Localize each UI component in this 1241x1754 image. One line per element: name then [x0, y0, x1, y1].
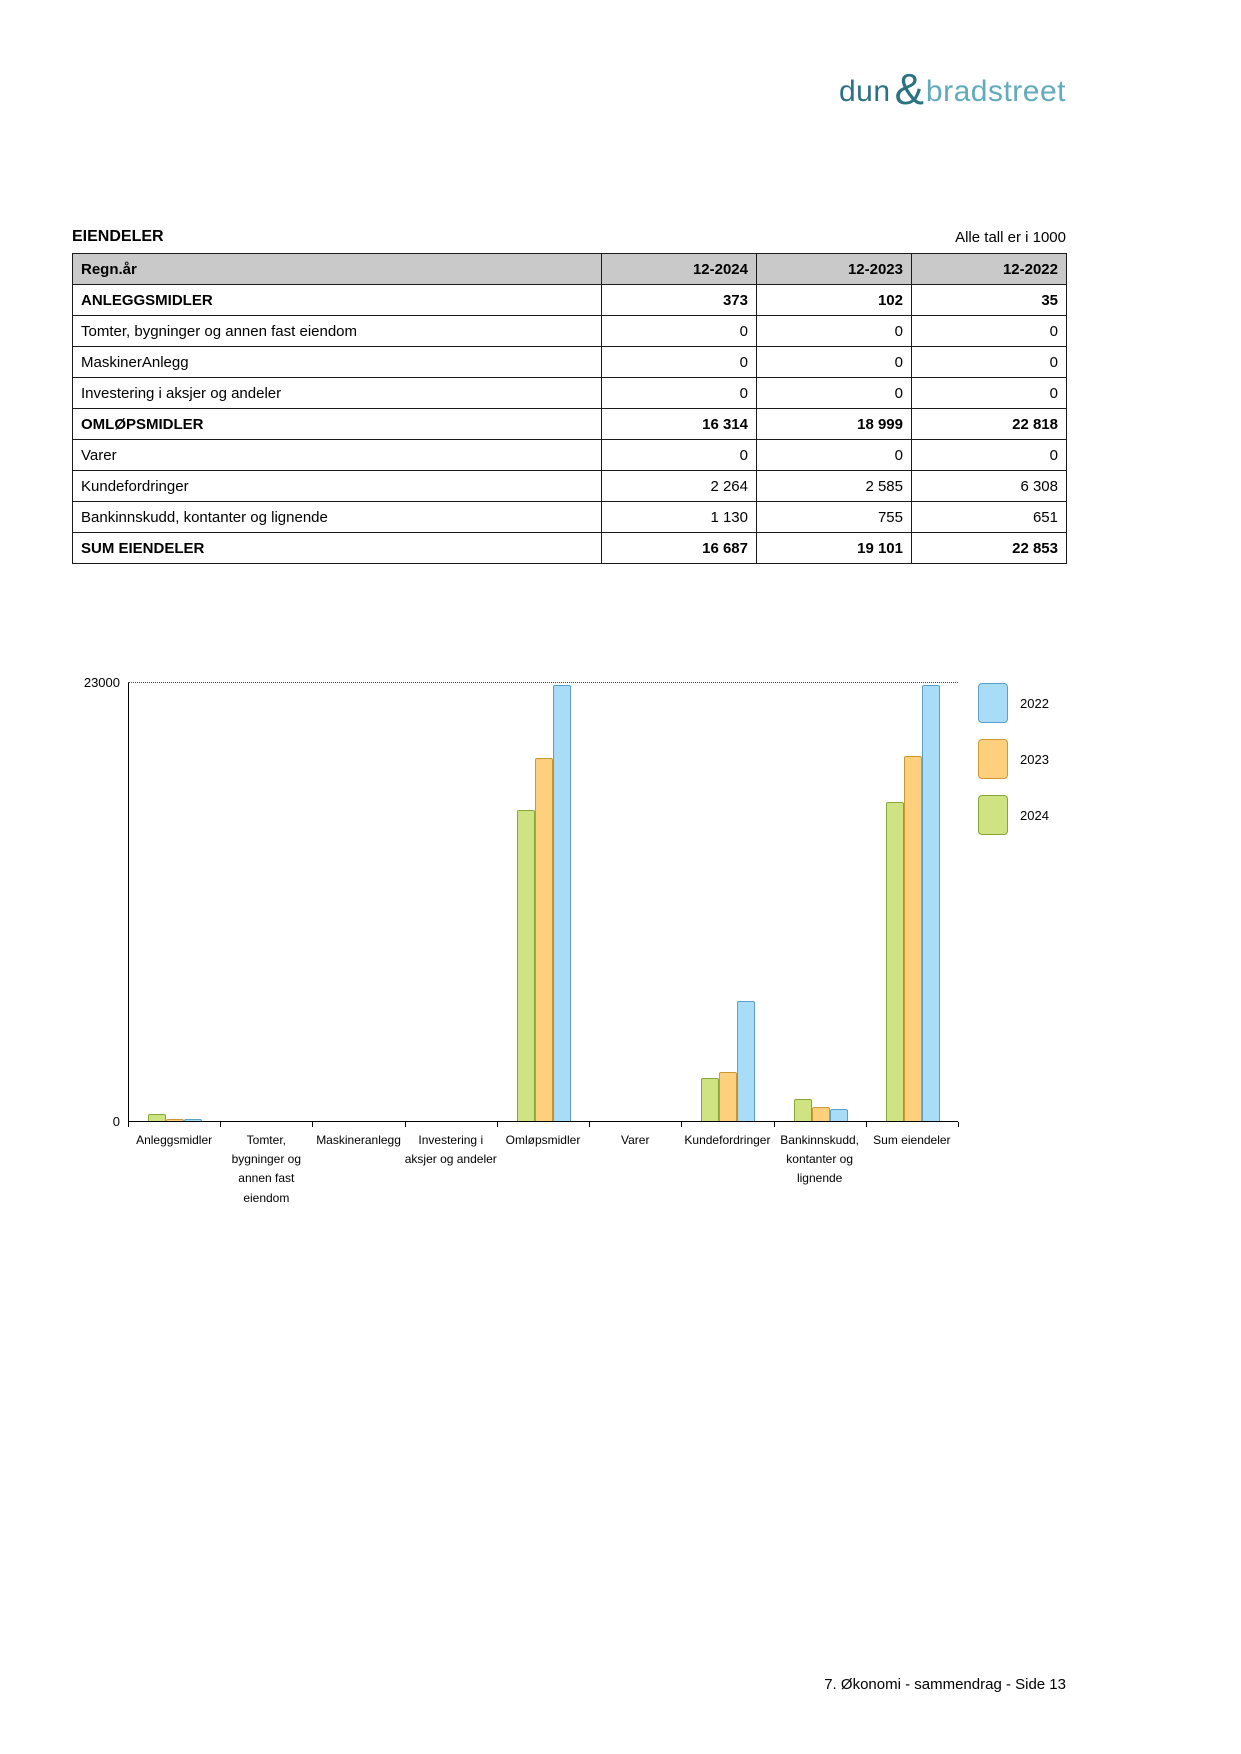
table-row	[73, 471, 1067, 502]
bar-group	[867, 683, 959, 1121]
row-value: 0	[757, 440, 912, 471]
y-axis-label-zero: 0	[112, 1114, 120, 1129]
category-label: Kundefordringer	[684, 1133, 771, 1147]
bar-group	[221, 683, 313, 1121]
bar-2023	[904, 756, 922, 1121]
logo-ampersand-icon: &	[894, 65, 924, 114]
bar-2024	[148, 1114, 166, 1121]
legend-swatch-2024	[978, 795, 1008, 835]
row-value: 16 314	[602, 409, 757, 440]
row-value: 102	[757, 285, 912, 316]
assets-table-body	[73, 285, 1067, 564]
category-label: Investering i aksjer og andeler	[404, 1133, 497, 1167]
legend-label-2022: 2022	[1020, 695, 1049, 711]
row-label: OMLØPSMIDLER	[73, 409, 602, 440]
logo-word-dun: dun	[839, 75, 891, 108]
x-axis-tick	[405, 1122, 406, 1127]
page-footer: 7. Økonomi - sammendrag - Side 13	[824, 1676, 1066, 1693]
units-note: Alle tall er i 1000	[955, 229, 1066, 246]
category-label: Bankinnskudd, kontanter og lignende	[780, 1133, 860, 1186]
bar-group	[682, 683, 774, 1121]
bar-group	[498, 683, 590, 1121]
category-label: Maskineranlegg	[316, 1133, 401, 1147]
category-label: Sum eiendeler	[873, 1133, 951, 1147]
row-value: 2 585	[757, 471, 912, 502]
legend-swatch-2023	[978, 739, 1008, 779]
chart-plot	[128, 683, 958, 1122]
row-value: 2 264	[602, 471, 757, 502]
x-axis-tick	[866, 1122, 867, 1127]
row-value: 0	[912, 316, 1067, 347]
x-axis-tick	[497, 1122, 498, 1127]
x-axis-tick	[681, 1122, 682, 1127]
bar-group	[406, 683, 498, 1121]
legend-swatch-2022	[978, 683, 1008, 723]
row-value: 22 853	[912, 533, 1067, 564]
table-row	[73, 440, 1067, 471]
table-row	[73, 316, 1067, 347]
bar-2023	[535, 758, 553, 1121]
bar-group	[590, 683, 682, 1121]
row-value: 18 999	[757, 409, 912, 440]
bar-group	[775, 683, 867, 1121]
legend-item-2024	[978, 795, 1049, 835]
logo-word-bradstreet: bradstreet	[925, 75, 1066, 108]
x-axis-tick	[220, 1122, 221, 1127]
bar-2022	[737, 1001, 755, 1121]
row-label: SUM EIENDELER	[73, 533, 602, 564]
row-label: MaskinerAnlegg	[73, 347, 602, 378]
bar-group	[129, 683, 221, 1121]
x-axis-tick	[128, 1122, 129, 1127]
y-axis-label-max: 23000	[83, 675, 120, 690]
bar-group	[313, 683, 405, 1121]
x-axis-tick	[312, 1122, 313, 1127]
x-axis-tick	[958, 1122, 959, 1127]
row-value: 0	[912, 440, 1067, 471]
bar-2023	[812, 1107, 830, 1121]
section-title: EIENDELER	[72, 228, 164, 245]
row-value: 0	[757, 378, 912, 409]
bar-2023	[166, 1119, 184, 1121]
row-label: Kundefordringer	[73, 471, 602, 502]
legend-label-2024: 2024	[1020, 807, 1049, 823]
legend-item-2022	[978, 683, 1049, 723]
row-label: Investering i aksjer og andeler	[73, 378, 602, 409]
table-row	[73, 347, 1067, 378]
x-axis-tick	[589, 1122, 590, 1127]
row-label: ANLEGGSMIDLER	[73, 285, 602, 316]
assets-table	[72, 253, 1067, 564]
table-row	[73, 533, 1067, 564]
category-label: Omløpsmidler	[505, 1133, 581, 1147]
row-value: 0	[757, 347, 912, 378]
column-header-2022: 12-2022	[912, 254, 1067, 285]
section-header	[72, 228, 1066, 246]
bar-2024	[517, 810, 535, 1121]
bar-2022	[922, 685, 940, 1121]
bar-2022	[553, 685, 571, 1121]
category-label: Varer	[620, 1133, 650, 1147]
table-row	[73, 409, 1067, 440]
row-label: Bankinnskudd, kontanter og lignende	[73, 502, 602, 533]
row-value: 16 687	[602, 533, 757, 564]
row-value: 755	[757, 502, 912, 533]
category-label: Tomter, bygninger og annen fast eiendom	[231, 1133, 302, 1205]
row-value: 22 818	[912, 409, 1067, 440]
row-value: 373	[602, 285, 757, 316]
bar-2024	[794, 1099, 812, 1121]
table-row	[73, 378, 1067, 409]
column-header-regnar: Regn.år	[73, 254, 602, 285]
chart-legend	[978, 683, 1049, 835]
row-label: Tomter, bygninger og annen fast eiendom	[73, 316, 602, 347]
row-label: Varer	[73, 440, 602, 471]
category-label: Anleggsmidler	[136, 1133, 213, 1147]
row-value: 1 130	[602, 502, 757, 533]
table-header-row	[73, 254, 1067, 285]
assets-bar-chart	[72, 655, 1102, 1255]
row-value: 0	[912, 378, 1067, 409]
row-value: 0	[602, 347, 757, 378]
bar-2024	[701, 1078, 719, 1121]
x-axis-tick	[774, 1122, 775, 1127]
row-value: 0	[602, 378, 757, 409]
row-value: 0	[912, 347, 1067, 378]
row-value: 0	[602, 316, 757, 347]
row-value: 19 101	[757, 533, 912, 564]
table-row	[73, 502, 1067, 533]
bar-2024	[886, 802, 904, 1121]
table-row	[73, 285, 1067, 316]
dun-bradstreet-logo	[839, 65, 1066, 114]
row-value: 0	[757, 316, 912, 347]
row-value: 35	[912, 285, 1067, 316]
legend-label-2023: 2023	[1020, 751, 1049, 767]
row-value: 651	[912, 502, 1067, 533]
row-value: 6 308	[912, 471, 1067, 502]
category-labels	[128, 1131, 958, 1241]
row-value: 0	[602, 440, 757, 471]
column-header-2024: 12-2024	[602, 254, 757, 285]
bar-2022	[830, 1109, 848, 1121]
bar-2022	[184, 1119, 202, 1121]
column-header-2023: 12-2023	[757, 254, 912, 285]
bar-2023	[719, 1072, 737, 1121]
legend-item-2023	[978, 739, 1049, 779]
